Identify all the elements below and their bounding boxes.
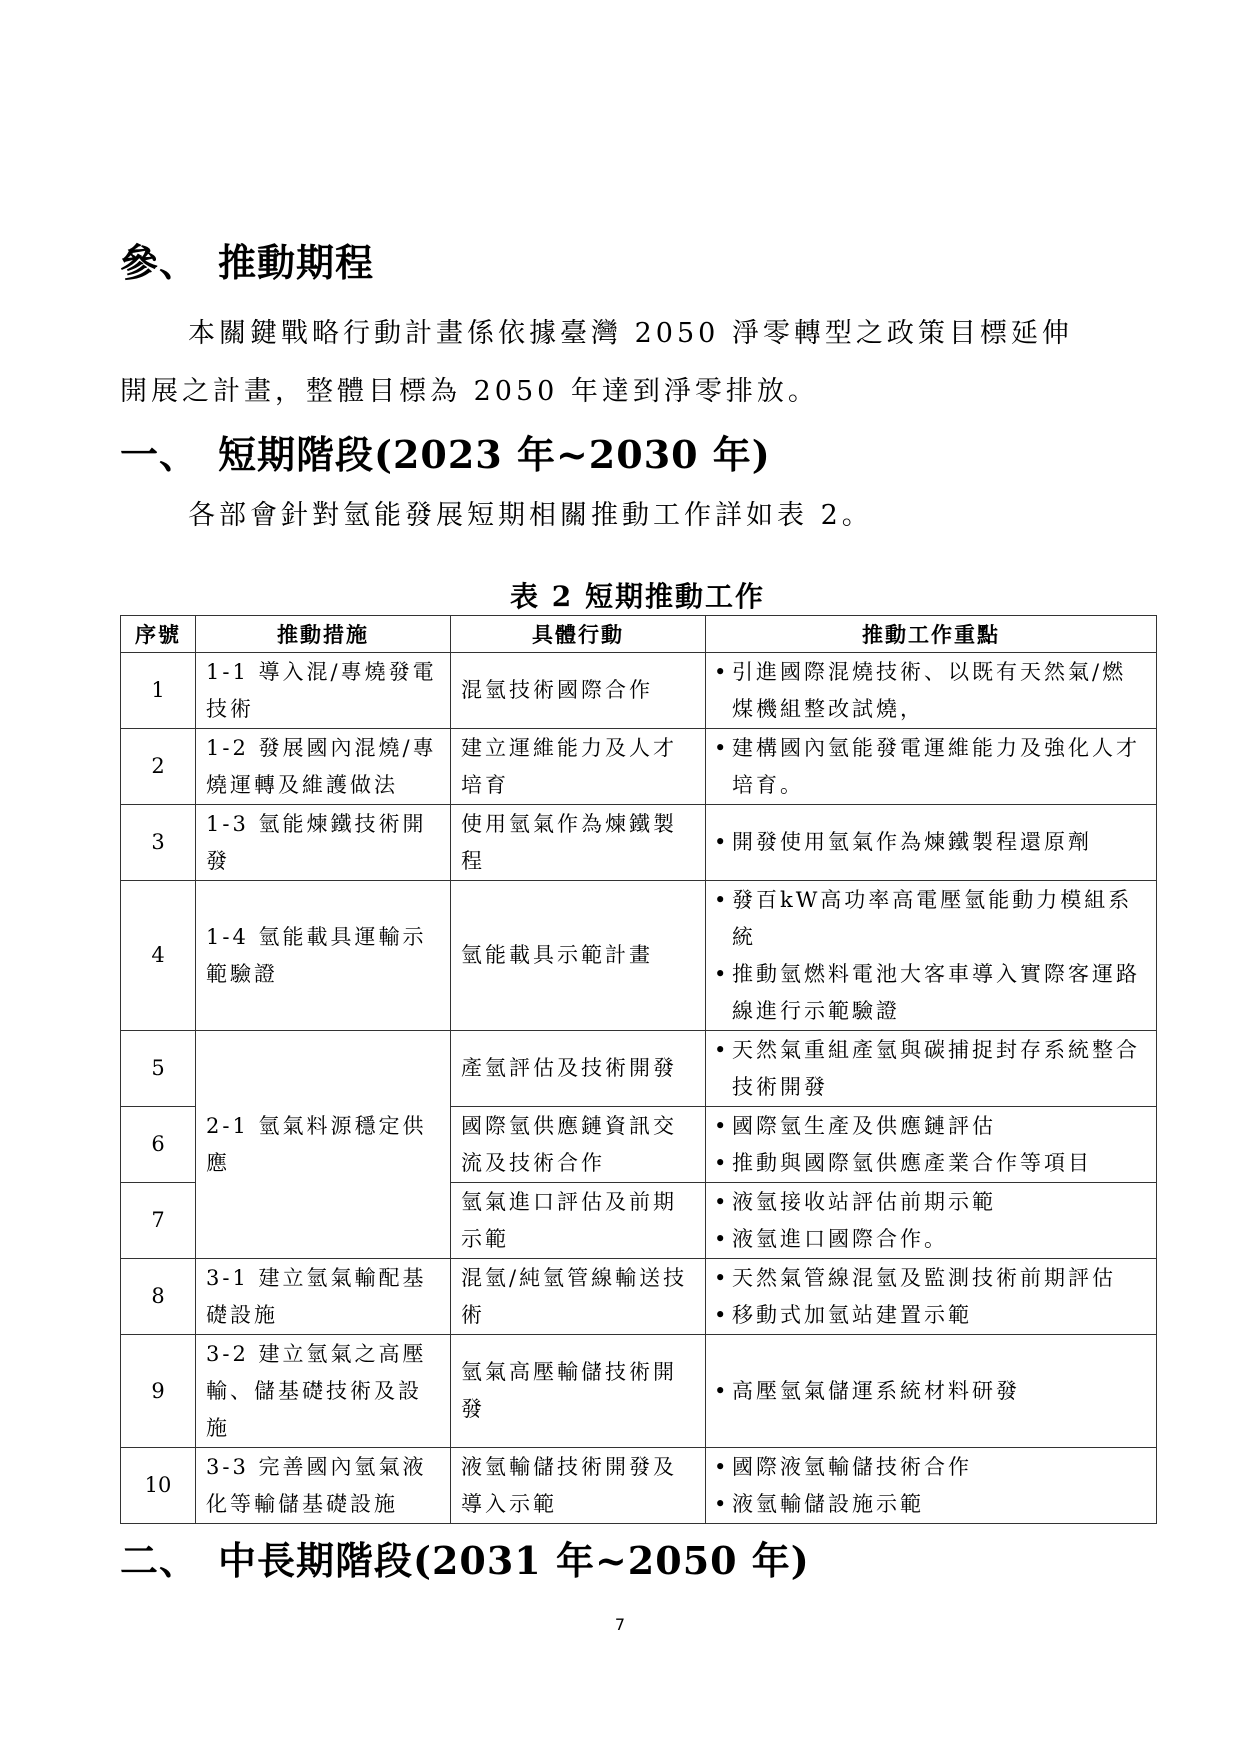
cell-measure: 3-1 建立氫氣輸配基礎設施	[196, 1259, 451, 1335]
table-row	[121, 1031, 1157, 1107]
table-row	[121, 1259, 1157, 1335]
cell-focus: • 高壓氫氣儲運系統材料研發	[706, 1335, 1157, 1448]
cell-action: 混氫/純氫管線輸送技術	[451, 1259, 706, 1335]
short-term-work-table	[120, 615, 1157, 1524]
cell-seq: 3	[121, 805, 196, 881]
table-row	[121, 1335, 1157, 1448]
table-row	[121, 653, 1157, 729]
section-number: 一、	[120, 432, 199, 477]
section-title: 中長期階段(2031 年~2050 年)	[218, 1538, 810, 1583]
table-row	[121, 881, 1157, 1031]
section-heading-short-term	[120, 424, 771, 479]
table-row	[121, 1448, 1157, 1524]
section-number: 二、	[120, 1538, 199, 1583]
focus-item: 液氫進口國際合作。	[732, 1226, 948, 1251]
cell-focus: • 液氫接收站評估前期示範 • 液氫進口國際合作。	[706, 1183, 1157, 1259]
section-heading-long-term	[120, 1530, 810, 1585]
cell-seq: 1	[121, 653, 196, 729]
focus-item: 液氫接收站評估前期示範	[732, 1189, 996, 1214]
header-seq: 序號	[121, 616, 196, 653]
focus-item: 國際氫生產及供應鏈評估	[732, 1113, 996, 1138]
header-action: 具體行動	[451, 616, 706, 653]
table-caption: 表 2 短期推動工作	[510, 580, 765, 613]
cell-measure: 3-2 建立氫氣之高壓輸、儲基礎技術及設施	[196, 1335, 451, 1448]
cell-seq: 6	[121, 1107, 196, 1183]
cell-focus: • 引進國際混燒技術、以既有天然氣/燃煤機組整改試燒，	[706, 653, 1157, 729]
cell-action: 氫能載具示範計畫	[451, 881, 706, 1031]
focus-item: 國際液氫輸儲技術合作	[732, 1454, 972, 1479]
page-number: 7	[614, 1615, 626, 1634]
focus-item: 移動式加氫站建置示範	[732, 1302, 972, 1327]
cell-focus: • 發百kW高功率高電壓氫能動力模組系統 • 推動氫燃料電池大客車導入實際客運路線進行示範驗證	[706, 881, 1157, 1031]
focus-item: 引進國際混燒技術、以既有天然氣/燃煤機組整改試燒，	[732, 659, 1127, 721]
cell-measure: 3-3 完善國內氫氣液化等輸儲基礎設施	[196, 1448, 451, 1524]
cell-action: 氫氣高壓輸儲技術開發	[451, 1335, 706, 1448]
section-heading-schedule	[120, 232, 374, 287]
cell-measure: 1-4 氫能載具運輸示範驗證	[196, 881, 451, 1031]
focus-item: 建構國內氫能發電運維能力及強化人才培育。	[732, 735, 1140, 797]
focus-item: 液氫輸儲設施示範	[732, 1491, 924, 1516]
cell-seq: 5	[121, 1031, 196, 1107]
focus-item: 發百kW高功率高電壓氫能動力模組系統	[732, 887, 1133, 949]
cell-focus: • 天然氣管線混氫及監測技術前期評估 • 移動式加氫站建置示範	[706, 1259, 1157, 1335]
cell-focus: • 開發使用氫氣作為煉鐵製程還原劑	[706, 805, 1157, 881]
cell-measure: 1-1 導入混/專燒發電技術	[196, 653, 451, 729]
cell-action: 氫氣進口評估及前期示範	[451, 1183, 706, 1259]
cell-focus: • 天然氣重組產氫與碳捕捉封存系統整合技術開發	[706, 1031, 1157, 1107]
cell-action: 液氫輸儲技術開發及導入示範	[451, 1448, 706, 1524]
cell-focus: • 國際液氫輸儲技術合作 • 液氫輸儲設施示範	[706, 1448, 1157, 1524]
cell-focus: • 國際氫生產及供應鏈評估 • 推動與國際氫供應產業合作等項目	[706, 1107, 1157, 1183]
table-header-row	[121, 616, 1157, 653]
cell-seq: 8	[121, 1259, 196, 1335]
cell-action: 國際氫供應鏈資訊交流及技術合作	[451, 1107, 706, 1183]
cell-action: 建立運維能力及人才培育	[451, 729, 706, 805]
intro-paragraph	[120, 305, 1120, 421]
section-title: 短期階段(2023 年~2030 年)	[218, 432, 771, 477]
cell-focus: • 建構國內氫能發電運維能力及強化人才培育。	[706, 729, 1157, 805]
cell-seq: 9	[121, 1335, 196, 1448]
header-focus: 推動工作重點	[706, 616, 1157, 653]
cell-seq: 7	[121, 1183, 196, 1259]
table-row	[121, 729, 1157, 805]
cell-seq: 4	[121, 881, 196, 1031]
cell-measure: 1-3 氫能煉鐵技術開發	[196, 805, 451, 881]
focus-item: 高壓氫氣儲運系統材料研發	[732, 1378, 1020, 1403]
cell-seq: 10	[121, 1448, 196, 1524]
short-term-description: 各部會針對氫能發展短期相關推動工作詳如表 2。	[188, 500, 873, 531]
cell-action: 混氫技術國際合作	[451, 653, 706, 729]
section-title: 推動期程	[218, 240, 375, 285]
focus-item: 天然氣重組產氫與碳捕捉封存系統整合技術開發	[732, 1037, 1140, 1099]
cell-action: 使用氫氣作為煉鐵製程	[451, 805, 706, 881]
focus-item: 推動與國際氫供應產業合作等項目	[732, 1150, 1092, 1175]
cell-measure: 2-1 氫氣料源穩定供應	[196, 1031, 451, 1259]
header-measure: 推動措施	[196, 616, 451, 653]
focus-item: 天然氣管線混氫及監測技術前期評估	[732, 1265, 1116, 1290]
focus-item: 推動氫燃料電池大客車導入實際客運路線進行示範驗證	[732, 961, 1140, 1023]
intro-line-2: 開展之計畫，整體目標為 2050 年達到淨零排放。	[120, 376, 819, 407]
section-number: 參、	[120, 240, 199, 285]
cell-seq: 2	[121, 729, 196, 805]
intro-line-1: 本關鍵戰略行動計畫係依據臺灣 2050 淨零轉型之政策目標延伸	[188, 318, 1073, 349]
cell-action: 產氫評估及技術開發	[451, 1031, 706, 1107]
cell-measure: 1-2 發展國內混燒/專燒運轉及維護做法	[196, 729, 451, 805]
table-row	[121, 805, 1157, 881]
focus-item: 開發使用氫氣作為煉鐵製程還原劑	[732, 830, 1092, 854]
